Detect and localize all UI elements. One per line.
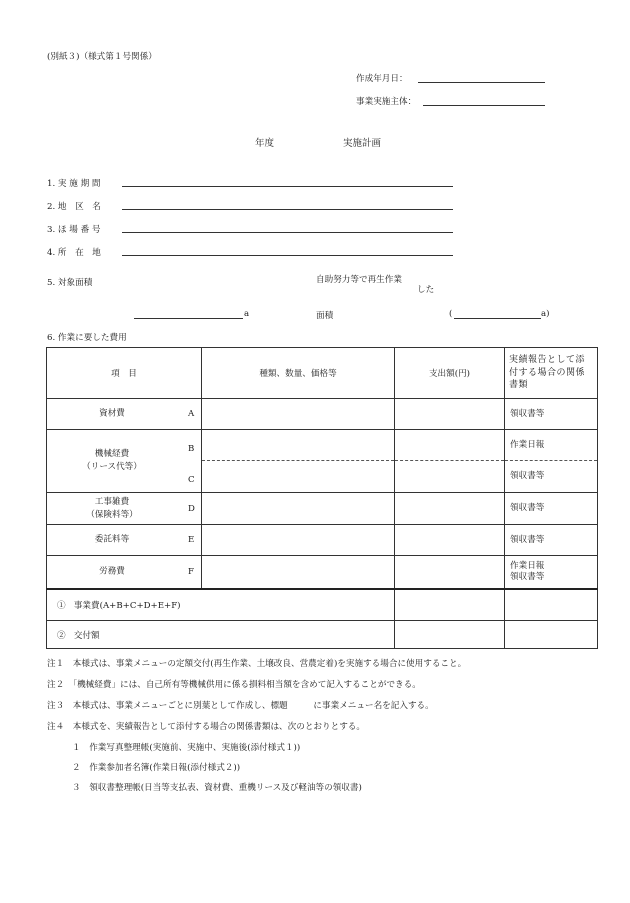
implementing-entity-field[interactable] — [423, 105, 545, 106]
row-materials-doc: 領収書等 — [505, 399, 598, 430]
row-labor-code: F — [188, 567, 194, 577]
total-doc-cell — [505, 589, 598, 621]
row-misc-name-line2: （保険料等） — [86, 509, 138, 520]
row-consign-detail-input[interactable] — [202, 525, 395, 556]
row-labor-doc-line1: 作業日報 — [510, 561, 545, 571]
row-machinery-b-amount-input[interactable] — [395, 430, 505, 461]
field-input-period[interactable] — [122, 186, 453, 187]
field-label-period: 1. 実 施 期 間 — [47, 179, 101, 189]
table-row — [47, 525, 598, 556]
grant-doc-cell — [505, 621, 598, 649]
header-amount: 支出額(円) — [395, 348, 505, 399]
row-materials-code: A — [188, 409, 195, 419]
row-machinery-b-detail-input[interactable] — [202, 430, 395, 461]
row-materials-name: 資材費 — [99, 408, 125, 419]
title-plan-name: 実施計画 — [343, 138, 382, 149]
created-date-label: 作成年月日： — [356, 74, 408, 84]
row-misc-item — [47, 493, 202, 525]
row-consign-code: E — [188, 535, 195, 545]
table-row-total — [47, 589, 598, 621]
field-label-location: 4. 所 在 地 — [47, 248, 101, 258]
row-machinery-item — [47, 430, 202, 493]
target-area-label: 5. 対象面積 — [47, 278, 93, 288]
row-materials-item — [47, 399, 202, 430]
row-materials-amount-input[interactable] — [395, 399, 505, 430]
row-misc-code: D — [188, 503, 195, 514]
table-row — [47, 556, 598, 590]
row-machinery-code-b: B — [188, 444, 195, 454]
row-consign-name: 委託料等 — [94, 534, 130, 545]
total-number: ① — [57, 601, 66, 611]
table-row — [47, 399, 598, 430]
created-date-field[interactable] — [418, 82, 545, 83]
row-machinery-c-detail-input[interactable] — [202, 461, 395, 493]
row-machinery-name-line1: 機械経費 — [94, 449, 130, 459]
self-help-label-line1: 自助努力等で再生作業 — [316, 275, 402, 285]
row-labor-doc-line2: 領収書等 — [510, 572, 545, 582]
sub-note-1: １ 作業写真整理帳(実施前、実施中、実施後(添付様式１)) — [72, 743, 301, 753]
row-machinery-name-line2: （リース代等） — [82, 462, 142, 472]
row-labor-doc — [505, 556, 598, 590]
table-row — [47, 430, 598, 461]
field-input-plot-number[interactable] — [122, 232, 453, 233]
target-area-unit: a — [244, 309, 250, 319]
grant-amount-input[interactable] — [395, 621, 505, 649]
field-label-district: 2. 地 区 名 — [47, 202, 101, 212]
grant-number: ② — [57, 630, 66, 641]
implementing-entity-label: 事業実施主体： — [356, 97, 417, 107]
grant-label: 交付額 — [73, 630, 100, 641]
row-labor-item — [47, 556, 202, 590]
self-help-area-input[interactable] — [454, 318, 541, 319]
row-machinery-c-doc: 領収書等 — [505, 461, 598, 493]
row-consign-doc: 領収書等 — [505, 525, 598, 556]
header-item: 項 目 — [47, 348, 202, 399]
header-detail: 種類、数量、価格等 — [202, 348, 395, 399]
grant-label-cell — [47, 621, 395, 649]
row-labor-amount-input[interactable] — [395, 556, 505, 590]
total-amount-input[interactable] — [395, 589, 505, 621]
row-misc-detail-input[interactable] — [202, 493, 395, 525]
table-row — [47, 493, 598, 525]
row-misc-name-line1: 工事雑費 — [94, 496, 130, 507]
row-consign-item — [47, 525, 202, 556]
total-label-cell — [47, 589, 395, 621]
row-misc-doc: 領収書等 — [505, 493, 598, 525]
total-label: 事業費(A+B+C+D+E+F) — [73, 601, 181, 611]
note-1: 注１ 本様式は、事業メニューの定額交付(再生作業、土壌改良、営農定着)を実施する場合に使用すること。 — [47, 659, 467, 669]
target-area-input[interactable] — [134, 318, 243, 319]
self-help-area-unit: a) — [541, 309, 550, 319]
row-labor-detail-input[interactable] — [202, 556, 395, 590]
cost-table — [46, 347, 598, 649]
row-consign-amount-input[interactable] — [395, 525, 505, 556]
row-machinery-name — [47, 448, 177, 474]
row-machinery-code-c: C — [188, 475, 195, 485]
note-3: 注３ 本様式は、事業メニューごとに別葉として作成し、標題 に事業メニュー名を記入する。 — [47, 701, 434, 711]
row-materials-detail-input[interactable] — [202, 399, 395, 430]
field-input-location[interactable] — [122, 255, 453, 256]
sub-note-3: ３ 領収書整理帳(日当等支払表、資材費、重機リース及び軽油等の領収書) — [72, 783, 362, 793]
field-label-plot-number: 3. ほ 場 番 号 — [47, 225, 101, 235]
cost-section-label: 6. 作業に要した費用 — [47, 333, 127, 343]
row-labor-name: 労務費 — [99, 566, 125, 577]
title-fiscal-year: 年度 — [255, 138, 275, 149]
note-4: 注４ 本様式を、実績報告として添付する場合の関係書類は、次のとおりとする。 — [47, 722, 365, 732]
self-help-area-label: 面積 — [316, 311, 334, 321]
row-machinery-b-doc: 作業日報 — [505, 430, 598, 461]
row-misc-amount-input[interactable] — [395, 493, 505, 525]
row-machinery-c-amount-input[interactable] — [395, 461, 505, 493]
self-help-label-line2: した — [417, 285, 435, 295]
sub-note-2: ２ 作業参加者名簿(作業日報(添付様式２)) — [72, 763, 241, 773]
row-misc-name — [47, 496, 177, 522]
table-header-row — [47, 348, 598, 399]
note-2: 注２ 「機械経費」には、自己所有等機械供用に係る損料相当額を含めて記入することができる。 — [47, 680, 421, 690]
header-docs: 実績報告として添付する場合の関係書類 — [505, 348, 598, 399]
field-input-district[interactable] — [122, 209, 453, 210]
attachment-reference: (別紙３)（様式第１号関係） — [47, 52, 157, 62]
self-help-area-paren-open: ( — [449, 309, 453, 319]
table-row-grant — [47, 621, 598, 649]
